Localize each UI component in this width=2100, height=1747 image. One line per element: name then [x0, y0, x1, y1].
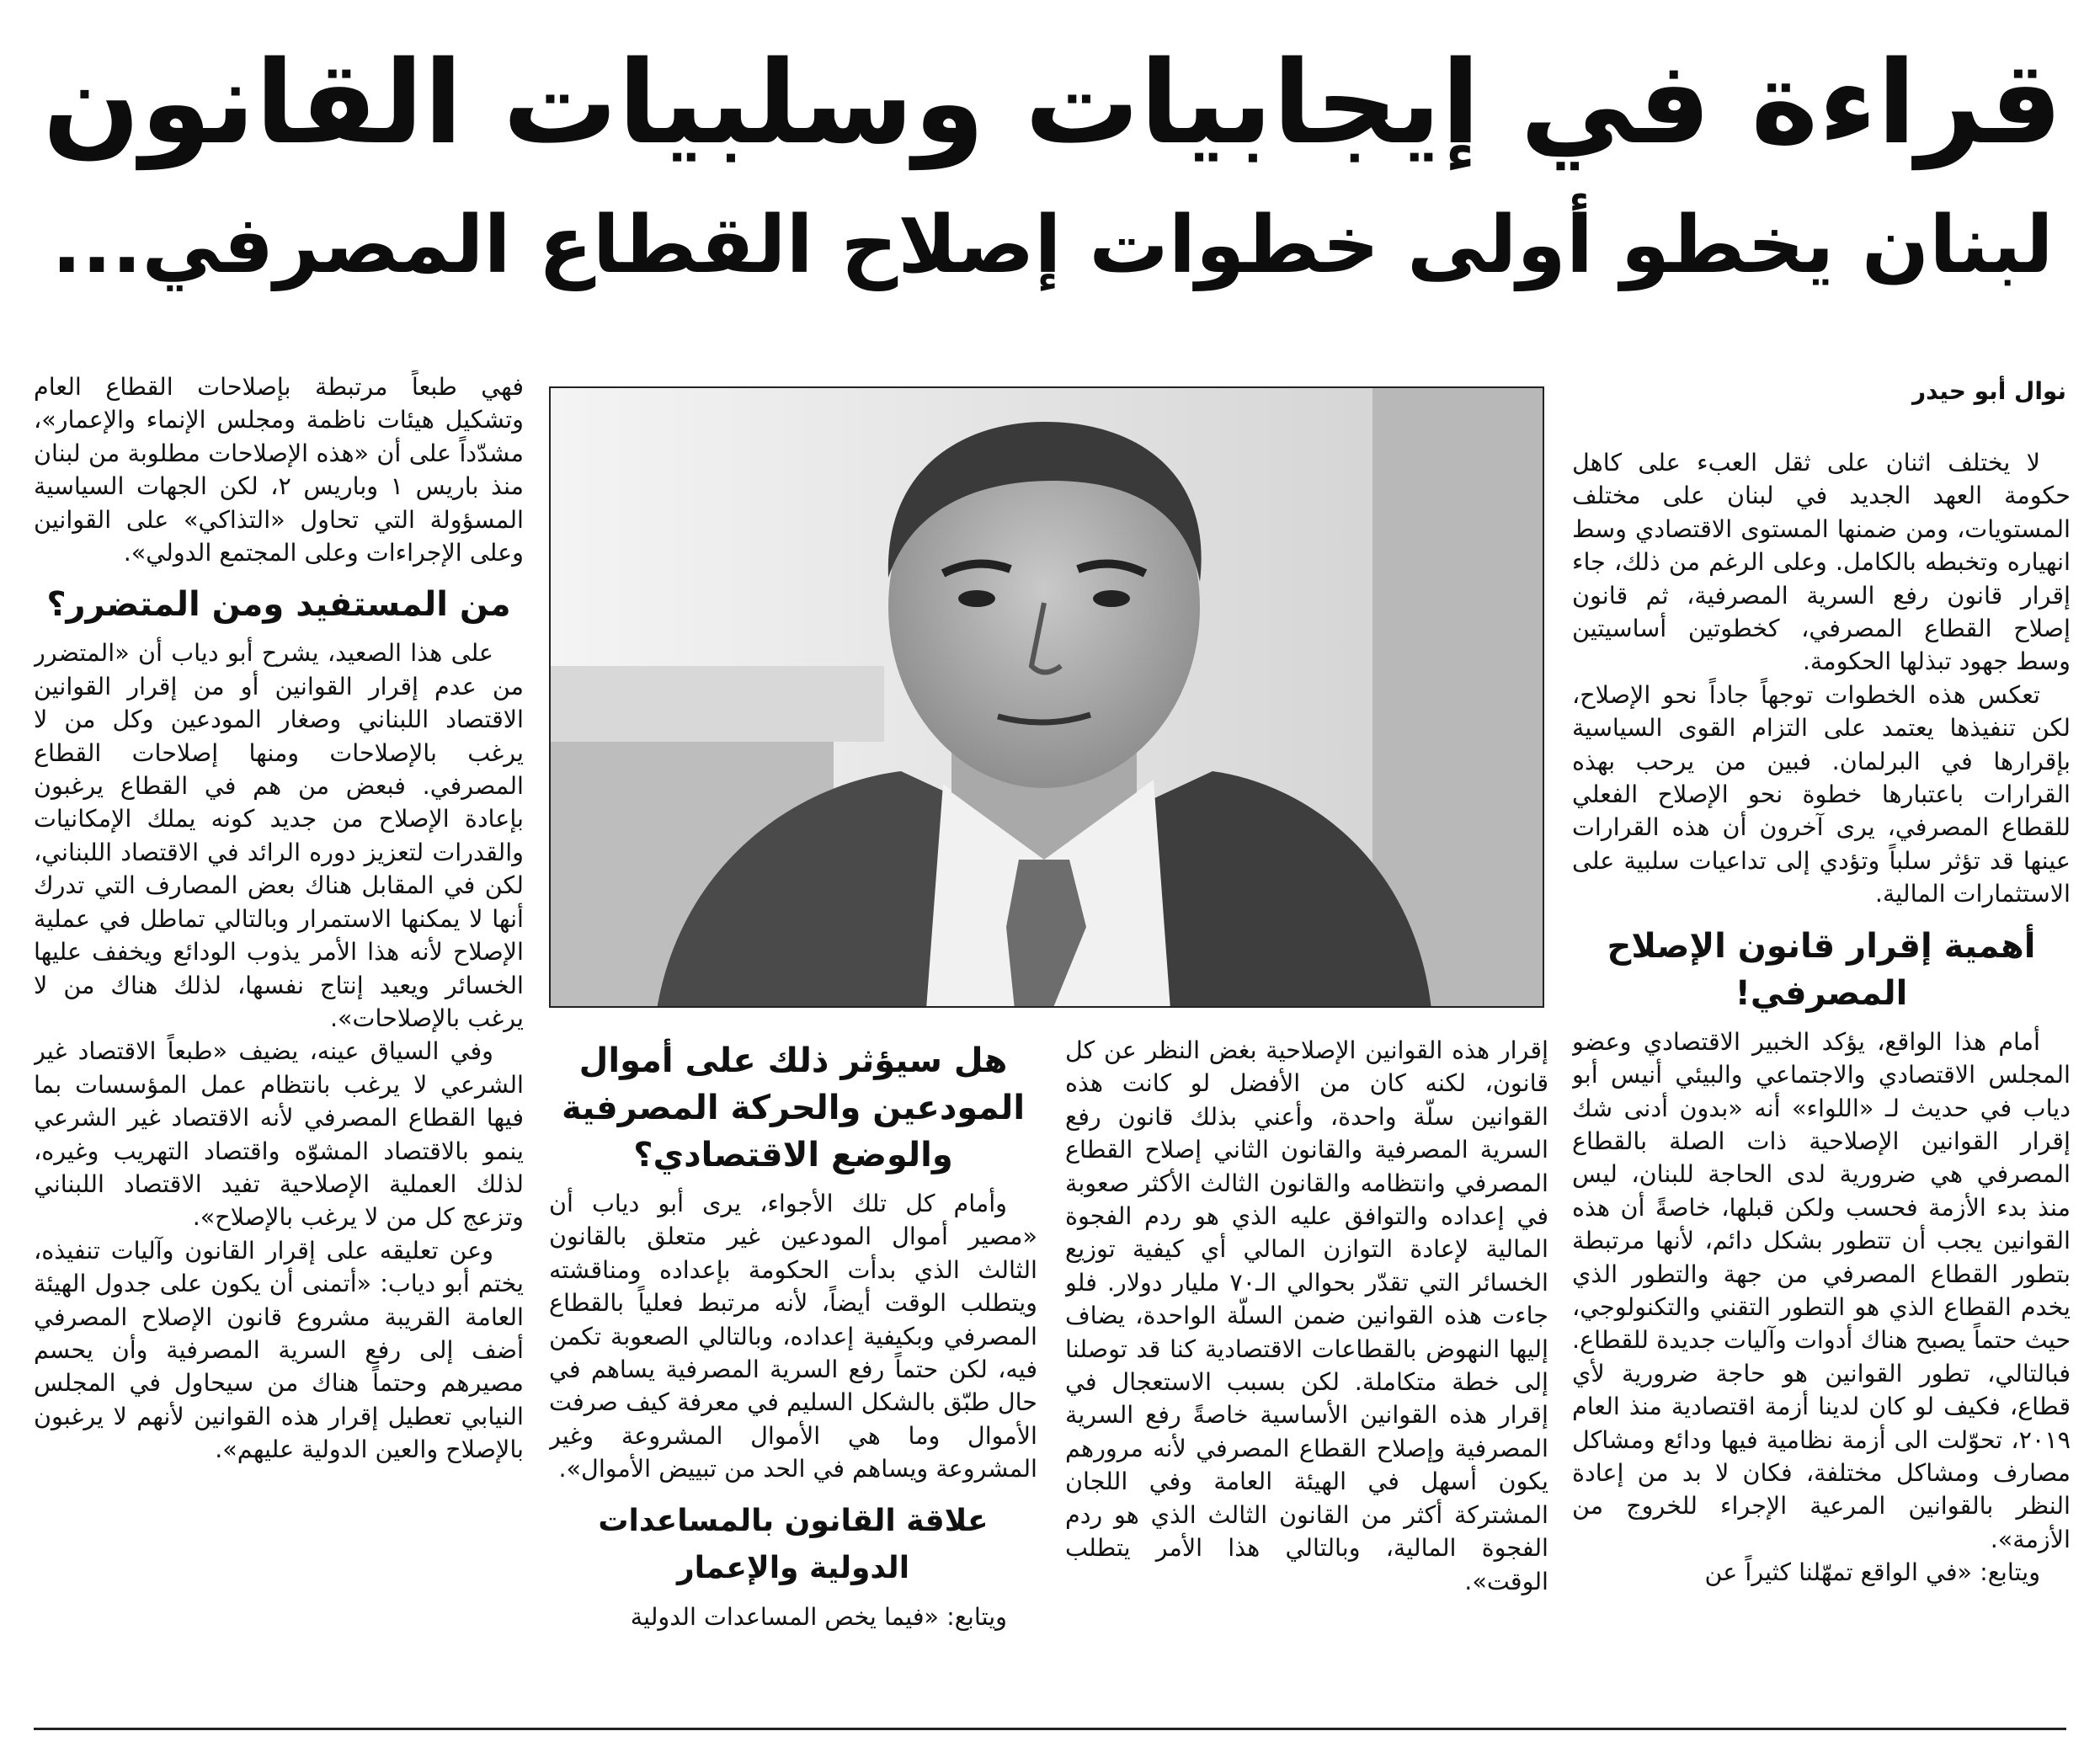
paragraph: وفي السياق عينه، يضيف «طبعاً الاقتصاد غير الشرعي لا يرغب بانتظام عمل المؤسسات بما فيها القطاع المصرفي لأنه الاقتصاد غير الشرعي ينمو بالاقتصاد المشوّه واقتصاد التهريب وغيره، لذلك العملية الإصلاحية تفيد الاقتصاد اللبناني وتزعج كل من لا يرغب بالإصلاح».: [34, 1036, 524, 1232]
subheading: علاقة القانون بالمساعدات الدولية والإعمار: [598, 1503, 989, 1585]
subheading: هل سيؤثر ذلك على أموال المودعين والحركة المصرفية والوضع الاقتصادي؟: [561, 1041, 1026, 1174]
subheading: من المستفيد ومن المتضرر؟: [46, 585, 511, 625]
paragraph: ويتابع: «في الواقع تمهّلنا كثيراً عن: [1704, 1558, 2040, 1587]
paragraph: فهي طبعاً مرتبطة بإصلاحات القطاع العام وتشكيل هيئات ناظمة ومجلس الإنماء والإعمار»، مشدّداً على أن «هذه الإصلاحات مطلوبة من لبنان منذ باريس ١ وباريس ٢، لكن الجهات السياسية المسؤولة التي تحاول «التذاكي» على القوانين وعلى الإجراءات وعلى المجتمع الدولي».: [34, 372, 524, 567]
paragraph: لا يختلف اثنان على ثقل العبء على كاهل حكومة العهد الجديد في لبنان على مختلف المستويات، ومن ضمنها المستوى الاقتصادي وسط انهياره وتخبطه بالكامل. وعلى الرغم من ذلك، جاء إقرار قانون رفع السرية المصرفية، ثم قانون إصلاح القطاع المصرفي، كخطوتين أساسيتين وسط جهود تبذلها الحكومة.: [1572, 448, 2071, 676]
article-column-4: [34, 370, 524, 1722]
author-byline: نوال أبو حيدر: [1911, 377, 2066, 405]
headline-line-2: لبنان يخطو أولى خطوات إصلاح القطاع المصرفي...: [51, 200, 2054, 291]
article-column-2: [1065, 1034, 1548, 1716]
paragraph: وأمام كل تلك الأجواء، يرى أبو دياب أن «مصير أموال المودعين غير متعلق بالقانون الثالث الذي بدأت الحكومة بإعداده ومناقشته ويتطلب الوقت أيضاً، لأنه مرتبط فعلياً بالقطاع المصرفي وبكيفية إعداده، وبالتالي الصعوبة تكمن فيه، لكن حتماً رفع السرية المصرفية يساهم في حال طبّق بالشكل السليم في معرفة كيف صرفت الأموال وما هي الأموال المشروعة وغير المشروعة ويساهم في الحد من تبييض الأموال».: [549, 1189, 1037, 1483]
paragraph: إقرار هذه القوانين الإصلاحية بغض النظر عن كل قانون، لكنه كان من الأفضل لو كانت هذه القوانين سلّة واحدة، وأعني بذلك قانون رفع السرية المصرفية والقانون الثاني إصلاح القطاع المصرفي وانتظامه والقانون الثالث الأكثر صعوبة في إعداده والتوافق عليه الذي هو ردم الفجوة المالية لإعادة التوازن المالي أي كيفية توزيع الخسائر التي تقدّر بحوالي الـ٧٠ مليار دولار. فلو جاءت هذه القوانين ضمن السلّة الواحدة، يضاف إليها النهوض بالقطاعات الاقتصادية كنا قد توصلنا إلى خطة متكاملة. لكن بسبب الاستعجال في إقرار هذه القوانين الأساسية خاصةً رفع السرية المصرفية وإصلاح القطاع المصرفي لأنه مرورهم يكون أسهل في الهيئة العامة وفي اللجان المشتركة أكثر من القانون الثالث الذي هو ردم الفجوة المالية، وبالتالي هذا الأمر يتطلب الوقت».: [1065, 1036, 1548, 1595]
article-column-1: [1572, 446, 2071, 1726]
portrait-photo: [549, 386, 1544, 1008]
paragraph: وعن تعليقه على إقرار القانون وآليات تنفيذه، يختم أبو دياب: «أتمنى أن يكون على جدول الهيئة العامة القريبة مشروع قانون الإصلاح المصرفي أضف إلى رفع السرية المصرفية وأن يحسم مصيرهم وحتماً هناك من سيحاول في المجلس النيابي تعطيل إقرار هذه القوانين لأنهم لا يرغبون بالإصلاح والعين الدولية عليهم».: [34, 1235, 524, 1464]
headline-line-1: قراءة في إيجابيات وسلبيات القانون: [42, 37, 2063, 170]
article-column-3: [549, 1034, 1037, 1716]
paragraph: ويتابع: «فيما يخص المساعدات الدولية: [630, 1601, 1007, 1631]
subheading: أهمية إقرار قانون الإصلاح المصرفي!: [1607, 926, 2036, 1013]
paragraph: تعكس هذه الخطوات توجهاً جاداً نحو الإصلاح، لكن تنفيذها يعتمد على التزام القوى السياسية بإقرارها في البرلمان. فبين من يرحب بهذه القرارات باعتبارها خطوة نحو الإصلاح الفعلي للقطاع المصرفي، يرى آخرون أن هذه القرارات عينها قد تؤثر سلباً وتؤدي إلى تداعيات سلبية على الاستثمارات المالية.: [1572, 679, 2071, 908]
bottom-rule: [34, 1728, 2066, 1730]
paragraph: على هذا الصعيد، يشرح أبو دياب أن «المتضرر من عدم إقرار القوانين أو من إقرار القوانين الاقتصاد اللبناني وصغار المودعين وكل من لا يرغب بالإصلاحات ومنها إصلاحات القطاع المصرفي. فبعض من هم في القطاع يرغبون بإعادة الإصلاح من جديد كونه يملك الإمكانيات والقدرات لتعزيز دوره الرائد في الاقتصاد اللبناني، لكن في المقابل هناك بعض المصارف التي تدرك أنها لا يمكنها الاستمرار وبالتالي تماطل في عملية الإصلاح لأنه هذا الأمر يذوب الودائع ويخفف عليها الخسائر ويعيد إنتاج نفسها، لذلك هناك من لا يرغب بالإصلاحات».: [34, 638, 524, 1032]
paragraph: أمام هذا الواقع، يؤكد الخبير الاقتصادي وعضو المجلس الاقتصادي والاجتماعي والبيئي أنيس أبو دياب في حديث لـ «اللواء» أنه «بدون أدنى شك إقرار القوانين الإصلاحية ذات الصلة بالقطاع المصرفي هي ضرورية لدى الحاجة للبنان، ليس منذ بدء الأزمة فحسب ولكن قبلها، خاصةً أن هذه القوانين يجب أن تتطور بشكل دائم، لأنها مرتبطة بتطور القطاع المصرفي من جهة والتطور الذي يخدم القطاع الذي هو التطور التقني والتكنولوجي، حيث حتماً يصبح هناك أدوات وآليات جديدة للقطاع. فبالتالي، تطور القوانين هو حاجة ضرورية لأي قطاع، فكيف لو كان لدينا أزمة اقتصادية منذ العام ٢٠١٩، تحوّلت الى أزمة نظامية فيها ودائع ومشاكل مصارف ومشاكل مختلفة، فكان لا بد من إعادة النظر بالقوانين المرعية الإجراء للخروج من الأزمة».: [1572, 1026, 2071, 1553]
